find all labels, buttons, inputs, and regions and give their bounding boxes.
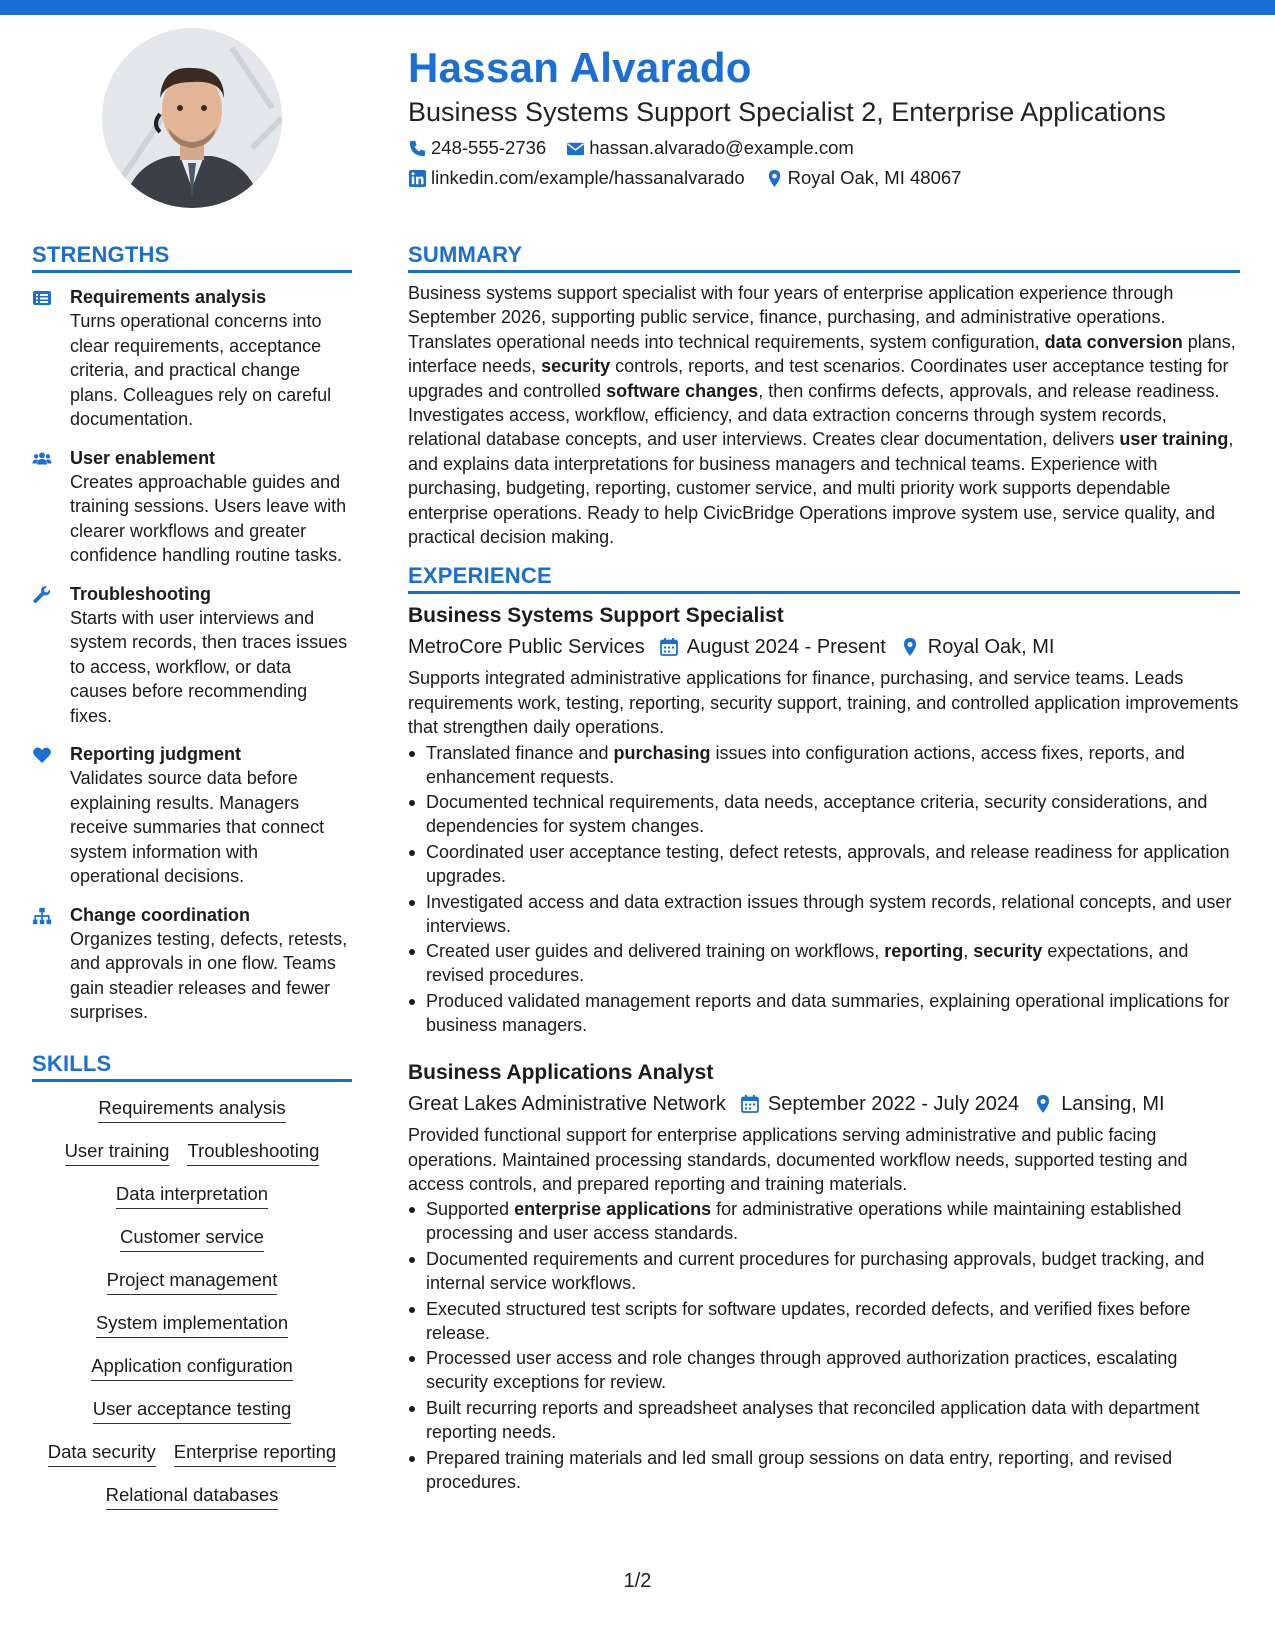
- job-bullet: [408, 1346, 1240, 1394]
- text-run: Produced validated management reports and data summaries, explaining operational implications for business managers.: [426, 991, 1230, 1036]
- bold-keyword: user training: [1119, 429, 1229, 450]
- contact-linkedin[interactable]: [408, 165, 745, 191]
- text-run: ,: [963, 941, 974, 962]
- phone-icon: [408, 139, 427, 158]
- summary-heading: SUMMARY: [408, 240, 1240, 273]
- skill-tag: Requirements analysis: [98, 1096, 285, 1123]
- page-number: 1/2: [623, 1570, 652, 1592]
- resume-header: [408, 42, 1248, 191]
- job-entry: [408, 1059, 1240, 1494]
- job-dates: August 2024 - Present: [686, 636, 886, 659]
- job-location: Lansing, MI: [1061, 1093, 1165, 1116]
- job-location: Royal Oak, MI: [927, 636, 1055, 659]
- strength-item: [32, 742, 352, 889]
- job-company: MetroCore Public Services: [408, 636, 645, 659]
- skill-tag: Customer service: [120, 1225, 264, 1252]
- strengths-list: [32, 285, 352, 1025]
- skill-tag: User training: [65, 1139, 170, 1166]
- heart-icon: [32, 745, 52, 765]
- text-run: Investigated access and data extraction issues through system records, relational concepts, and user interviews.: [426, 891, 1232, 936]
- text-run: controls, reports, and test scenarios. Coordinates user acceptance testing for upgrades and controlled: [408, 356, 1229, 401]
- users-icon: [32, 449, 52, 469]
- strength-desc: Starts with user interviews and system records, then traces issues to access, workflow, or data causes before recommending fixes.: [70, 607, 348, 726]
- job-bullet: [408, 1297, 1240, 1345]
- location-text: Royal Oak, MI 48067: [787, 167, 962, 188]
- summary-text: [408, 281, 1240, 549]
- strength-title: Reporting judgment: [70, 744, 241, 764]
- strength-title: Requirements analysis: [70, 287, 267, 307]
- text-run: Coordinated user acceptance testing, defect retests, approvals, and release readiness for application upgrades.: [426, 842, 1230, 887]
- skills-list: [32, 1096, 352, 1526]
- job-bullet: [408, 840, 1240, 888]
- job-description: Supports integrated administrative applications for finance, purchasing, and service teams. Leads requirements work, testing, reporting, security support, training, and controlled application improvements that strengthen daily operations.: [408, 668, 1239, 738]
- contact-location: [765, 165, 962, 191]
- job-bullet: [408, 1197, 1240, 1245]
- right-column: [408, 240, 1240, 1516]
- job-meta: [408, 1089, 1240, 1119]
- skill-tag: Data security: [48, 1440, 156, 1467]
- text-run: Business systems support specialist with four years of enterprise application experience through September 2026, supporting public service, finance, purchasing, and administrative operations. Translates operational needs into technical requirements, system configuration,: [408, 283, 1174, 352]
- contact-phone[interactable]: [408, 135, 546, 161]
- text-run: Documented requirements and current procedures for purchasing approvals, budget tracking, and internal service workflows.: [426, 1249, 1205, 1294]
- bold-keyword: software changes: [606, 380, 759, 401]
- job-bullet: [408, 890, 1240, 938]
- text-run: expectations, and revised procedures.: [426, 941, 1189, 986]
- skill-tag: Data interpretation: [116, 1182, 268, 1209]
- strength-title: User enablement: [70, 447, 216, 468]
- skill-tag: Application configuration: [91, 1354, 293, 1381]
- skill-tag: User acceptance testing: [93, 1397, 291, 1424]
- job-bullet: [408, 741, 1240, 789]
- job-title: Business Applications Analyst: [408, 1061, 714, 1085]
- top-accent-bar: [0, 0, 1275, 15]
- bold-keyword: data conversion: [1044, 331, 1183, 352]
- text-run: Supported: [426, 1199, 515, 1220]
- strengths-heading: STRENGTHS: [32, 240, 352, 273]
- experience-heading: EXPERIENCE: [408, 561, 1240, 594]
- text-run: , then confirms defects, approvals, and release readiness. Investigates access, workflow, efficiency, and data extraction concerns through system records, relational database concepts, and user interviews. Creates clear documentation, delivers: [408, 380, 1220, 450]
- linkedin-icon: [408, 169, 427, 188]
- strength-item: [32, 582, 352, 729]
- bold-keyword: security: [973, 941, 1043, 962]
- text-run: Executed structured test scripts for software updates, recorded defects, and verified fixes before release.: [426, 1298, 1191, 1343]
- skill-tag: Relational databases: [106, 1483, 279, 1510]
- map-pin-icon: [1033, 1094, 1053, 1114]
- map-pin-icon: [765, 169, 784, 188]
- strength-desc: Validates source data before explaining results. Managers receive summaries that connect system information with operational decisions.: [70, 768, 325, 886]
- map-pin-icon: [900, 637, 920, 657]
- wrench-icon: [32, 585, 52, 605]
- job-bullet: [408, 1446, 1240, 1494]
- job-location-wrap: [1033, 1089, 1164, 1119]
- contact-row-1: [408, 135, 1248, 161]
- candidate-title: Business Systems Support Specialist 2, Enterprise Applications: [408, 97, 1166, 127]
- strength-desc: Organizes testing, defects, retests, and approvals in one flow. Teams gain steadier releases and fewer surprises.: [70, 928, 348, 1022]
- email-text: hassan.alvarado@example.com: [589, 137, 854, 158]
- job-description: Provided functional support for enterprise applications serving administrative and public facing operations. Maintained processing standards, documented workflow needs, supported testing and access controls, and prepared reporting and training materials.: [408, 1125, 1188, 1194]
- skill-tag: System implementation: [96, 1311, 288, 1338]
- profile-photo: [102, 28, 282, 208]
- strength-desc: Turns operational concerns into clear requirements, acceptance criteria, and practical change plans. Colleagues rely on careful documentation.: [70, 311, 332, 429]
- strength-item: [32, 285, 352, 432]
- strength-desc: Creates approachable guides and training sessions. Users leave with clearer workflows and greater confidence handling routine tasks.: [70, 471, 347, 565]
- job-location-wrap: [900, 632, 1055, 662]
- strength-title: Change coordination: [70, 904, 250, 925]
- text-run: plans, interface needs,: [408, 331, 1236, 377]
- linkedin-text: linkedin.com/example/hassanalvarado: [431, 167, 745, 188]
- sitemap-icon: [32, 906, 52, 926]
- candidate-name: Hassan Alvarado: [408, 44, 752, 91]
- bold-keyword: security: [541, 356, 611, 377]
- skills-heading: SKILLS: [32, 1049, 352, 1082]
- text-run: Translated finance and: [426, 742, 614, 763]
- list-icon: [32, 288, 52, 308]
- text-run: Built recurring reports and spreadsheet analyses that reconciled application data with department reporting needs.: [426, 1398, 1200, 1443]
- calendar-icon: [740, 1094, 760, 1114]
- job-company: Great Lakes Administrative Network: [408, 1093, 726, 1116]
- strength-item: [32, 446, 352, 568]
- text-run: Created user guides and delivered training on workflows,: [426, 941, 885, 962]
- job-entry: [408, 602, 1240, 1037]
- contact-email[interactable]: [566, 135, 854, 161]
- job-meta: [408, 632, 1240, 662]
- job-bullet: [408, 989, 1240, 1037]
- bold-keyword: reporting: [884, 941, 964, 962]
- text-run: Documented technical requirements, data needs, acceptance criteria, security considerations, and dependencies for system changes.: [426, 792, 1208, 837]
- skill-tag: Troubleshooting: [187, 1139, 319, 1166]
- phone-text: 248-555-2736: [431, 137, 547, 158]
- text-run: for administrative operations while maintaining established processing and user access standards.: [426, 1199, 1182, 1244]
- job-bullets: [408, 1197, 1240, 1493]
- bold-keyword: enterprise applications: [514, 1199, 712, 1220]
- text-run: issues into configuration actions, access fixes, reports, and enhancement requests.: [426, 742, 1185, 787]
- job-bullet: [408, 790, 1240, 838]
- job-dates: September 2022 - July 2024: [767, 1093, 1020, 1116]
- calendar-icon: [659, 637, 679, 657]
- text-run: , and explains data interpretations for business managers and technical teams. Experience with purchasing, budgeting, reporting, customer service, and multi priority work supports dependable enterprise operations. Ready to help CivicBridge Operations improve system use, service quality, and practical decision making.: [408, 429, 1234, 548]
- job-dates-wrap: [659, 632, 886, 662]
- text-run: Processed user access and role changes through approved authorization practices, escalating security exceptions for review.: [426, 1348, 1178, 1393]
- contact-row-2: [408, 165, 1248, 191]
- job-bullets: [408, 741, 1240, 1037]
- strength-title: Troubleshooting: [70, 583, 211, 604]
- skill-tag: Enterprise reporting: [174, 1440, 336, 1467]
- strength-item: [32, 903, 352, 1025]
- text-run: Prepared training materials and led small group sessions on data entry, reporting, and revised procedures.: [426, 1447, 1173, 1492]
- job-dates-wrap: [740, 1089, 1019, 1119]
- left-column: [32, 240, 352, 1526]
- job-bullet: [408, 1396, 1240, 1444]
- job-bullet: [408, 939, 1240, 987]
- envelope-icon: [566, 139, 585, 158]
- bold-keyword: purchasing: [613, 742, 711, 763]
- job-bullet: [408, 1247, 1240, 1295]
- skill-tag: Project management: [107, 1268, 278, 1295]
- job-title: Business Systems Support Specialist: [408, 604, 784, 628]
